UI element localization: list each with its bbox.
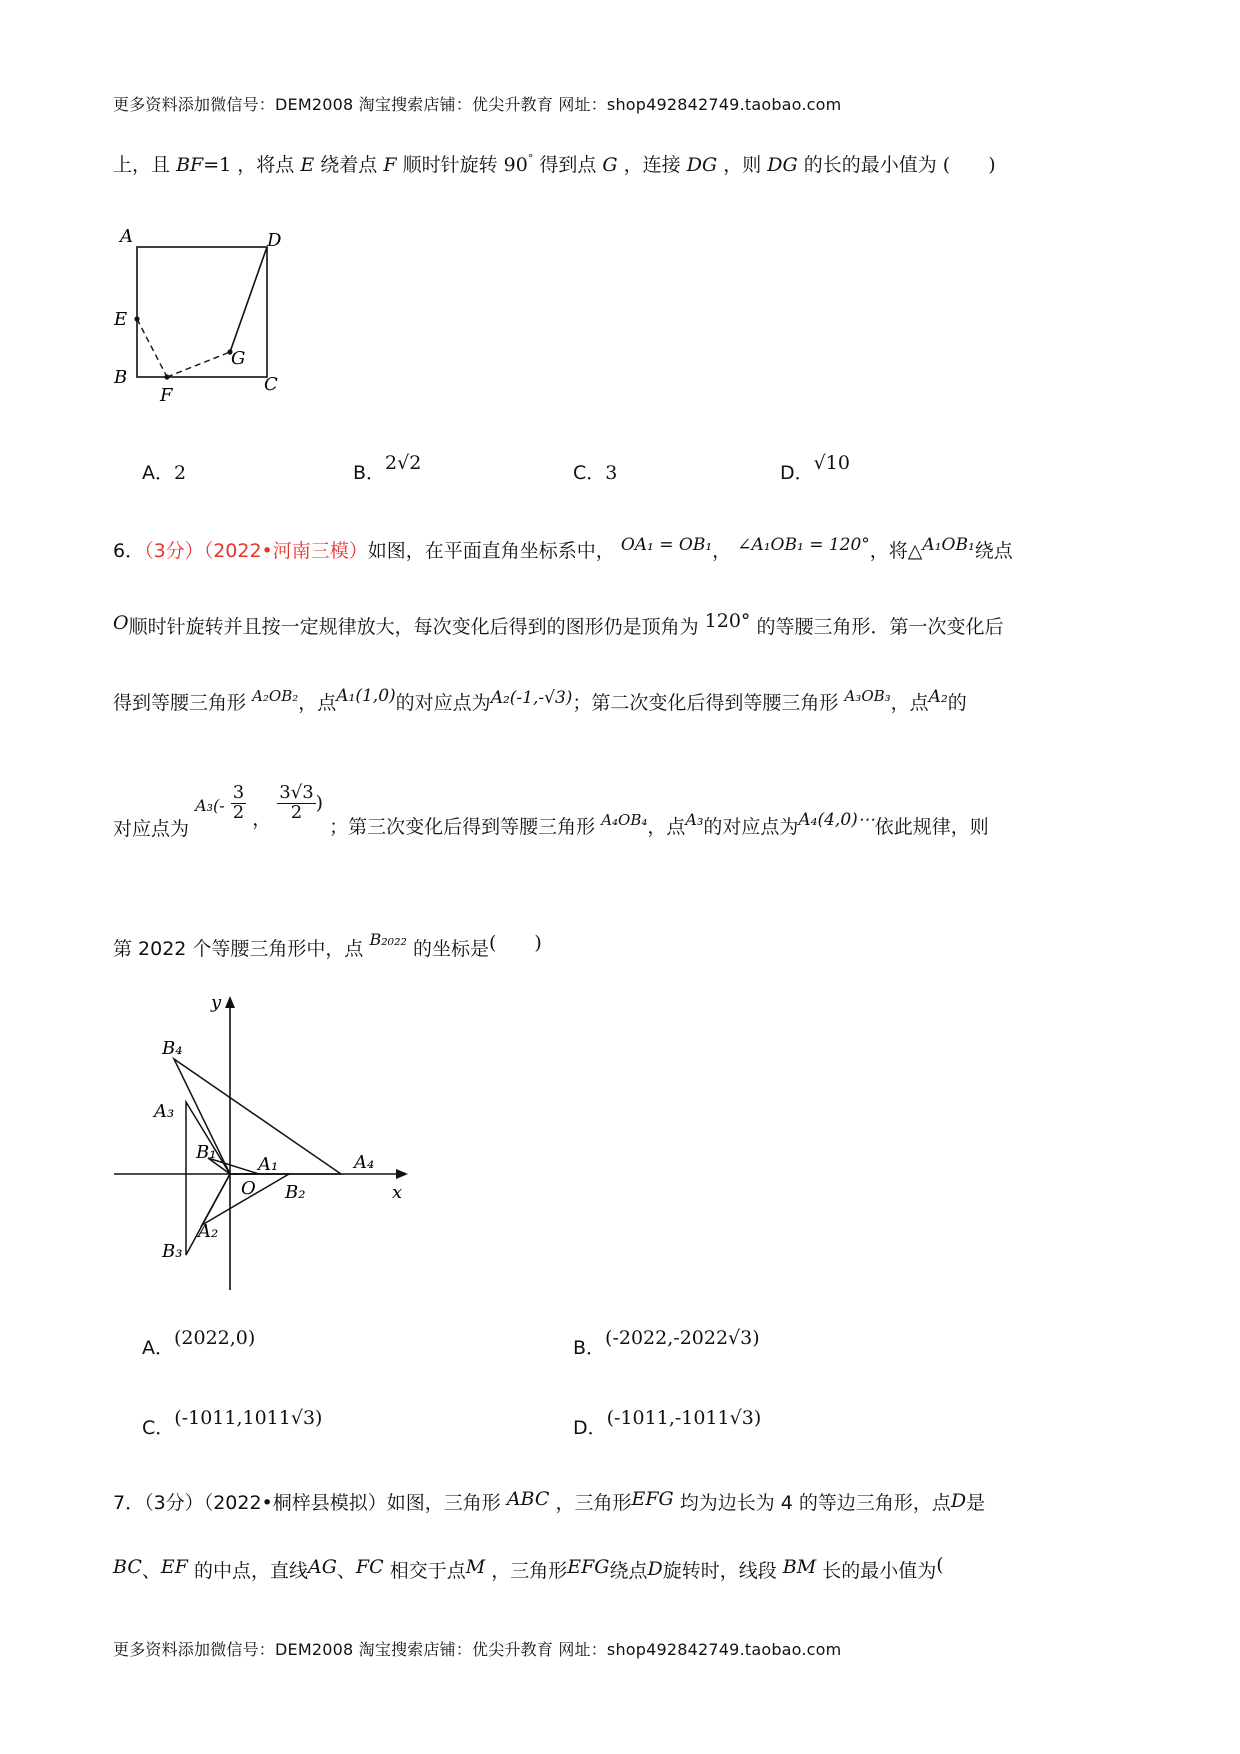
segment-fg xyxy=(167,352,230,377)
q7-math-bm: BM xyxy=(782,1556,817,1578)
q5-option-c-value: 3 xyxy=(605,462,618,484)
q6-line-3 xyxy=(113,688,967,715)
q6-frac1-num: 3 xyxy=(232,782,245,803)
label-b1: B₁ xyxy=(196,1142,217,1163)
q6-option-b-value: (-2022,-2022√3) xyxy=(605,1327,760,1349)
q6-line-2 xyxy=(113,612,1003,639)
q6-l4-math-a4ob4: A₄OB₄ xyxy=(601,810,648,829)
q6-l4-math-a3-point: A₃ xyxy=(685,809,704,829)
q6-option-a-key: A． xyxy=(142,1337,174,1359)
q7-l2-text-a: 、 xyxy=(141,1560,161,1582)
q5-degree: ° xyxy=(527,152,534,165)
q6-l2-math-120: 120° xyxy=(704,610,751,632)
q6-frac1-den: 2 xyxy=(232,801,245,823)
q7-score: （3分） xyxy=(144,1492,204,1514)
q7-math-efg: EFG xyxy=(631,1488,674,1510)
label-a4: A₄ xyxy=(354,1152,375,1173)
q5-option-d-value: √10 xyxy=(813,452,850,474)
q6-l3-math-a1: A₁(1,0) xyxy=(336,686,396,706)
q7-l2-text-d: 相交于点 xyxy=(389,1560,466,1582)
q5-math-dg: DG xyxy=(686,154,718,176)
q6-l1-text-a: 如图，在平面直角坐标系中， xyxy=(367,540,615,562)
q6-option-d[interactable] xyxy=(573,1407,762,1440)
q6-l4-text-d: 的对应点为 xyxy=(703,815,799,838)
q6-l3-text-d: ；第二次变化后得到等腰三角形 xyxy=(572,692,839,714)
q7-source: （2022•桐梓县模拟） xyxy=(203,1492,387,1514)
q7-l2-text-h: 长的最小值为 xyxy=(822,1560,937,1582)
q7-line-2 xyxy=(113,1556,944,1583)
q6-l3-text-a: 得到等腰三角形 xyxy=(113,692,247,714)
q7-l1-text-d: 是 xyxy=(966,1492,986,1514)
q6-option-b[interactable] xyxy=(573,1327,760,1360)
q5-text-c: 绕着点 xyxy=(320,154,378,176)
q6-l4-text-c: ，点 xyxy=(647,815,686,838)
q7-line-1 xyxy=(113,1488,985,1515)
q6-l1-text-b: ， xyxy=(712,540,732,562)
q6-option-d-key: D． xyxy=(573,1417,607,1439)
segment-ef xyxy=(137,319,167,377)
q5-math-eq1: =1 xyxy=(203,154,232,176)
q6-l4-math-a4: A₄(4,0)⋯ xyxy=(798,809,875,830)
label-e: E xyxy=(114,309,128,330)
q5-option-b[interactable] xyxy=(353,452,422,485)
q5-text-g: ，则 xyxy=(723,154,762,176)
q5-text-a: 上，且 xyxy=(113,154,171,176)
q5-answer-paren: ( ) xyxy=(942,154,996,176)
q7-math-fc: FC xyxy=(355,1556,384,1578)
q5-option-a-key: A． xyxy=(142,462,174,484)
q7-l2-text-c: 、 xyxy=(336,1560,356,1582)
q7-math-abc: ABC xyxy=(506,1488,550,1510)
q7-math-bc: BC xyxy=(113,1556,142,1578)
q6-l4-fraction-3-2 xyxy=(231,784,246,823)
q6-option-a[interactable] xyxy=(142,1327,256,1360)
q5-option-c-key: C． xyxy=(573,462,606,484)
label-x: x xyxy=(392,1182,403,1203)
q5-option-a[interactable] xyxy=(142,458,186,485)
q6-l3-text-c: 的对应点为 xyxy=(395,692,491,714)
q6-l4-comma: ， xyxy=(252,807,272,830)
q7-math-m: M xyxy=(465,1556,486,1578)
q6-score: （3分） xyxy=(144,540,204,562)
q6-l1-text-d: 绕点 xyxy=(974,540,1013,562)
label-a2: A₂ xyxy=(198,1221,219,1242)
q6-l3-math-a2: A₂(-1,-√3) xyxy=(490,688,573,708)
q5-text-f: ，连接 xyxy=(623,154,681,176)
q6-l5-text-b: 的坐标是 xyxy=(412,938,489,960)
q6-l5-text-a: 第 2022 个等腰三角形中，点 xyxy=(113,938,364,960)
point-e xyxy=(134,316,139,321)
q7-l2-text-e: ，三角形 xyxy=(491,1560,568,1582)
q6-option-b-key: B． xyxy=(573,1337,606,1359)
q6-l3-math-a2ob2: A₂OB₂ xyxy=(252,687,299,705)
q6-line-4 xyxy=(113,782,989,860)
q5-option-d[interactable] xyxy=(780,452,850,485)
label-c: C xyxy=(264,374,278,395)
q5-square-figure xyxy=(100,220,300,410)
top-banner: 更多资料添加微信号：DEM2008 淘宝搜索店铺：优尖升教育 网址：shop492842749.taobao.com xyxy=(113,95,842,114)
q6-l3-math-a3ob3: A₃OB₃ xyxy=(844,687,891,705)
q6-l2-text-b: 的等腰三角形．第一次变化后 xyxy=(756,616,1004,638)
q6-option-a-value: (2022,0) xyxy=(174,1327,256,1349)
q5-option-b-key: B． xyxy=(353,462,386,484)
q6-l3-text-e: ，点 xyxy=(890,692,929,714)
q6-l4-fraction-3r3-2 xyxy=(277,784,315,823)
q6-frac2-num: 3√3 xyxy=(279,782,314,803)
q7-l2-text-b: 的中点，直线 xyxy=(193,1560,308,1582)
q6-option-c-value: (-1011,1011√3) xyxy=(174,1407,323,1429)
q6-number: 6． xyxy=(113,540,145,562)
q6-l3-text-f: 的 xyxy=(947,692,967,714)
q5-math-dg2: DG xyxy=(767,154,798,176)
q7-math-efg2: EFG xyxy=(567,1556,610,1578)
q6-frac2-den: 2 xyxy=(277,803,315,823)
q6-option-c-key: C． xyxy=(142,1417,175,1439)
label-f: F xyxy=(160,385,173,406)
q6-l1-math-oa-ob: OA₁ = OB₁ xyxy=(620,535,713,555)
q5-option-a-value: 2 xyxy=(174,462,187,484)
q7-number: 7． xyxy=(113,1492,145,1514)
q6-l4-close: ) xyxy=(315,791,324,814)
q5-text-e: 得到点 xyxy=(539,154,597,176)
q7-l2-text-f: 绕点 xyxy=(609,1560,648,1582)
label-o: O xyxy=(241,1178,256,1199)
q7-l1-text-c: 均为边长为 4 的等边三角形，点 xyxy=(679,1492,951,1514)
q5-math-90: 90 xyxy=(503,154,528,176)
q7-l1-text-a: 如图，三角形 xyxy=(386,1492,501,1514)
q5-text-h: 的长的最小值为 xyxy=(803,154,937,176)
q5-math-e: E xyxy=(300,154,315,176)
q5-text-b: ，将点 xyxy=(237,154,295,176)
q6-answer-paren: ( ) xyxy=(488,932,542,954)
q7-answer-paren: ( xyxy=(936,1554,944,1576)
q6-l1-math-angle: ∠A₁OB₁ = 120° xyxy=(737,535,870,555)
label-b3: B₃ xyxy=(162,1241,183,1262)
q7-math-d: D xyxy=(950,1490,967,1512)
q6-l2-text-a: 顺时针旋转并且按一定规律放大，每次变化后得到的图形仍是顶角为 xyxy=(128,616,699,638)
q6-source: （2022•河南三模） xyxy=(203,540,368,562)
q5-option-c[interactable] xyxy=(573,458,617,485)
q6-option-d-value: (-1011,-1011√3) xyxy=(606,1407,762,1429)
label-b2: B₂ xyxy=(285,1182,306,1203)
q5-option-b-value: 2√2 xyxy=(385,452,422,474)
segment-dg xyxy=(230,247,267,352)
q6-l1-text-c: ，将△ xyxy=(869,540,923,562)
q5-stem-line xyxy=(113,150,996,177)
q6-coordinate-figure xyxy=(110,990,420,1300)
q5-math-f: F xyxy=(383,154,397,176)
y-axis-arrow xyxy=(225,996,235,1008)
q7-math-ef: EF xyxy=(160,1556,188,1578)
x-axis-arrow xyxy=(396,1169,408,1179)
bottom-banner: 更多资料添加微信号：DEM2008 淘宝搜索店铺：优尖升教育 网址：shop492842749.taobao.com xyxy=(113,1640,842,1659)
q7-l1-text-b: ，三角形 xyxy=(555,1492,632,1514)
q6-l3-math-a2-point: A₂ xyxy=(928,687,948,707)
q6-l2-math-o: O xyxy=(113,612,129,634)
label-b4: B₄ xyxy=(162,1038,183,1059)
q7-l2-text-g: 旋转时，线段 xyxy=(662,1560,777,1582)
q6-l3-text-b: ，点 xyxy=(298,692,337,714)
label-g: G xyxy=(231,348,246,369)
label-a1: A₁ xyxy=(258,1154,279,1175)
point-f xyxy=(164,374,169,379)
q6-l4-math-a3: A₃(- xyxy=(195,795,225,815)
label-y: y xyxy=(211,992,222,1013)
q6-l4-text-a: 对应点为 xyxy=(113,817,190,840)
q6-option-c[interactable] xyxy=(142,1407,323,1440)
label-b: B xyxy=(114,367,128,388)
q6-line-5 xyxy=(113,930,542,961)
label-a: A xyxy=(120,226,133,247)
q6-l4-text-e: 依此规律，则 xyxy=(874,815,989,838)
q7-math-ag: AG xyxy=(308,1556,337,1578)
q6-l4-text-b: ；第三次变化后得到等腰三角形 xyxy=(329,815,596,838)
q5-math-g: G xyxy=(602,154,618,176)
q7-math-d2: D xyxy=(647,1558,663,1580)
q6-line-1 xyxy=(113,536,1013,563)
q5-math-bf: BF xyxy=(176,154,204,176)
q6-l5-math-b2022: B₂₀₂₂ xyxy=(369,930,407,949)
label-a3: A₃ xyxy=(154,1101,175,1122)
q6-l1-math-triangle: A₁OB₁ xyxy=(922,535,975,555)
q5-option-d-key: D． xyxy=(780,462,814,484)
label-d: D xyxy=(267,230,282,251)
q5-text-d: 顺时针旋转 xyxy=(402,154,498,176)
